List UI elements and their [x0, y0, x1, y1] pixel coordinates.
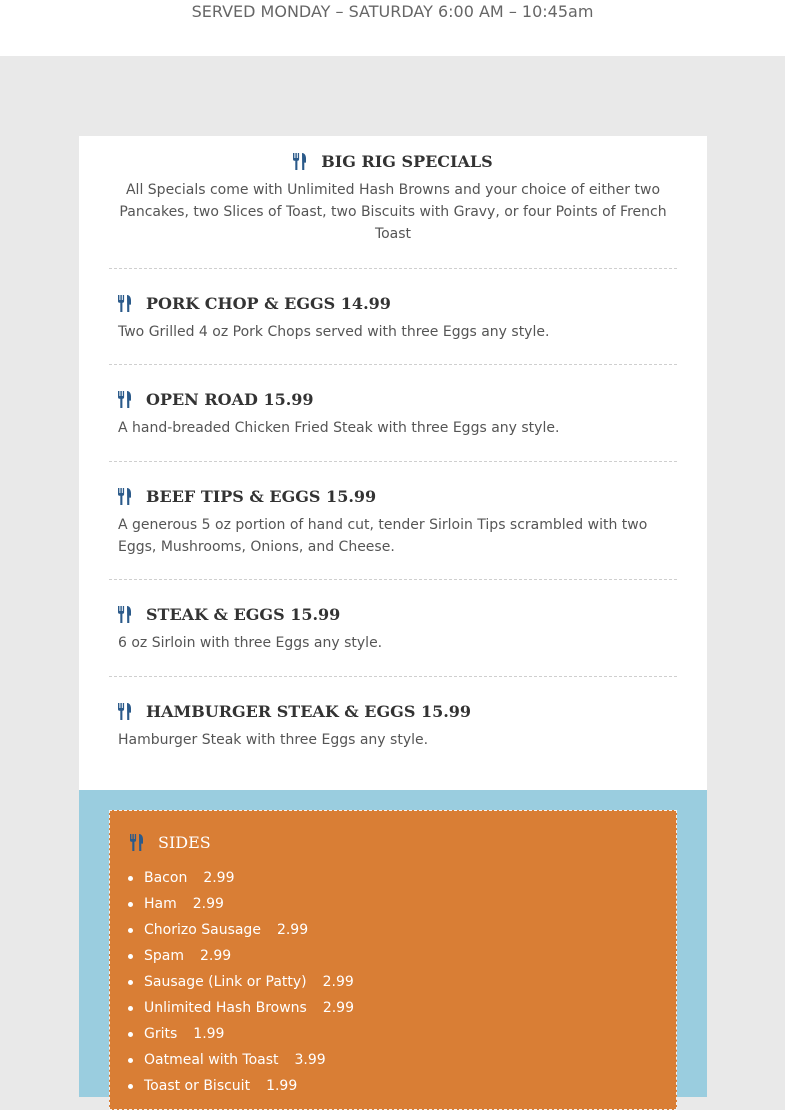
sides-heading — [130, 833, 211, 852]
menu-item-open-road — [118, 390, 678, 439]
side-price: 2.99 — [322, 1000, 354, 1016]
list-item — [144, 995, 354, 1021]
divider — [109, 268, 677, 269]
menu-item-description: A generous 5 oz portion of hand cut, tender Sirloin Tips scrambled with two Eggs, Mushrooms, Onions, and Cheese. — [118, 517, 648, 555]
menu-item-hamburger-steak — [118, 702, 678, 751]
list-item — [144, 1047, 354, 1073]
side-price: 3.99 — [294, 1052, 326, 1068]
specials-intro — [79, 152, 707, 245]
fork-knife-icon — [118, 703, 134, 721]
fork-knife-icon — [130, 834, 146, 852]
menu-item-beef-tips — [118, 487, 678, 558]
menu-item-title: PORK CHOP & EGGS 14.99 — [146, 294, 391, 313]
side-name: Oatmeal with Toast — [144, 1052, 279, 1068]
side-price: 2.99 — [322, 974, 354, 990]
side-price: 2.99 — [192, 896, 224, 912]
menu-item-title: HAMBURGER STEAK & EGGS 15.99 — [146, 702, 472, 721]
specials-title: BIG RIG SPECIALS — [321, 152, 493, 171]
menu-item-description: Hamburger Steak with three Eggs any style. — [118, 732, 429, 748]
list-item — [144, 865, 354, 891]
list-item — [144, 917, 354, 943]
divider — [109, 676, 677, 677]
list-item — [144, 943, 354, 969]
sides-box — [109, 810, 677, 1110]
side-name: Toast or Biscuit — [144, 1078, 251, 1094]
menu-item-title: STEAK & EGGS 15.99 — [146, 605, 341, 624]
menu-item-description: A hand-breaded Chicken Fried Steak with three Eggs any style. — [118, 420, 560, 436]
divider — [109, 461, 677, 462]
served-hours-text: SERVED MONDAY – SATURDAY 6:00 AM – 10:45am — [191, 2, 594, 21]
fork-knife-icon — [118, 488, 134, 506]
big-rig-specials-card — [79, 136, 707, 790]
divider — [109, 579, 677, 580]
menu-item-description: Two Grilled 4 oz Pork Chops served with three Eggs any style. — [118, 324, 550, 340]
side-name: Ham — [144, 896, 177, 912]
fork-knife-icon — [118, 606, 134, 624]
side-name: Sausage (Link or Patty) — [144, 974, 307, 990]
served-hours-band — [0, 0, 785, 56]
side-price: 2.99 — [200, 948, 232, 964]
menu-item-title: BEEF TIPS & EGGS 15.99 — [146, 487, 377, 506]
menu-item-pork-chop — [118, 294, 678, 343]
menu-item-title: OPEN ROAD 15.99 — [146, 390, 314, 409]
list-item — [144, 969, 354, 995]
sides-list — [144, 865, 354, 1099]
list-item — [144, 1073, 354, 1099]
menu-item-description: 6 oz Sirloin with three Eggs any style. — [118, 635, 383, 651]
side-name: Unlimited Hash Browns — [144, 1000, 307, 1016]
specials-description: All Specials come with Unlimited Hash Browns and your choice of either two Pancakes, two Slices of Toast, two Biscuits with Gravy, or four Points of French Toast — [119, 182, 667, 242]
side-price: 2.99 — [203, 870, 235, 886]
fork-knife-icon — [118, 391, 134, 409]
list-item — [144, 891, 354, 917]
specials-heading — [119, 152, 667, 171]
side-price: 2.99 — [276, 922, 309, 938]
side-price: 1.99 — [266, 1078, 298, 1094]
side-name: Spam — [144, 948, 184, 964]
menu-item-steak-eggs — [118, 605, 678, 654]
fork-knife-icon — [293, 153, 309, 171]
list-item — [144, 1021, 354, 1047]
sides-section — [79, 790, 707, 1097]
side-price: 1.99 — [193, 1026, 225, 1042]
side-name: Chorizo Sausage — [144, 922, 261, 938]
fork-knife-icon — [118, 295, 134, 313]
sides-title: SIDES — [158, 833, 211, 852]
divider — [109, 364, 677, 365]
side-name: Grits — [144, 1026, 178, 1042]
side-name: Bacon — [144, 870, 188, 886]
